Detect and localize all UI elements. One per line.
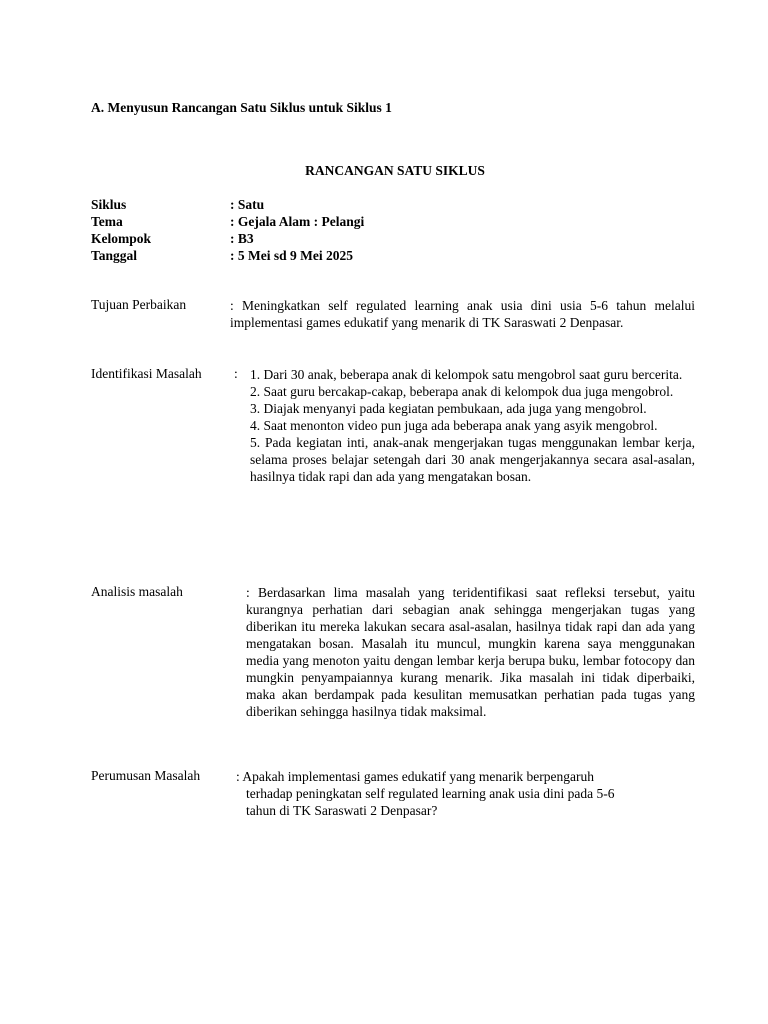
- perumusan-line-3: tahun di TK Saraswati 2 Denpasar?: [246, 803, 438, 818]
- identifikasi-item-1: 1. Dari 30 anak, beberapa anak di kelompok satu mengobrol saat guru bercerita.: [250, 367, 683, 382]
- identifikasi-list: [250, 366, 695, 485]
- meta-label-siklus: Siklus: [91, 197, 127, 212]
- tujuan-label: Tujuan Perbaikan: [91, 297, 187, 312]
- perumusan-line-1: : Apakah implementasi games edukatif yang menarik berpengaruh: [236, 769, 595, 784]
- perumusan-label: Perumusan Masalah: [91, 768, 201, 783]
- document-title: RANCANGAN SATU SIKLUS: [305, 163, 485, 178]
- identifikasi-item-2: 2. Saat guru bercakap-cakap, beberapa anak di kelompok dua juga mengobrol.: [250, 384, 674, 399]
- meta-value-siklus: : Satu: [230, 197, 265, 212]
- identifikasi-item-4: 4. Saat menonton video pun juga ada beberapa anak yang asyik mengobrol.: [250, 418, 658, 433]
- section-heading: A. Menyusun Rancangan Satu Siklus untuk Siklus 1: [91, 100, 392, 115]
- identifikasi-label: Identifikasi Masalah: [91, 366, 202, 381]
- perumusan-text: [236, 768, 696, 819]
- tujuan-text: : Meningkatkan self regulated learning anak usia dini usia 5-6 tahun melalui implementasi games edukatif yang menarik di TK Saraswati 2 Denpasar.: [230, 298, 695, 330]
- identifikasi-colon: :: [234, 366, 238, 381]
- meta-label-tanggal: Tanggal: [91, 248, 138, 263]
- analisis-text: : Berdasarkan lima masalah yang teridentifikasi saat refleksi tersebut, yaitu kurangnya perhatian dari sebagian anak sehingga mengerjakan tugas yang diberikan itu mereka lakukan secara asal-asalan, hasilnya tidak rapi dan ada yang mengatakan bosan. Masalah itu muncul, mungkin karena saya menggunakan media yang menoton yaitu dengan lembar kerja berupa buku, lembar fotocopy dan mungkin penyampaiannya kurang menarik. Jika masalah ini tidak diperbaiki, maka akan berdampak pada kesulitan memusatkan perhatian pada tugas yang diberikan sehingga hasilnya tidak maksimal.: [246, 585, 695, 719]
- meta-value-tanggal: : 5 Mei sd 9 Mei 2025: [230, 248, 353, 263]
- meta-value-tema: : Gejala Alam : Pelangi: [230, 214, 365, 229]
- analisis-label: Analisis masalah: [91, 584, 183, 599]
- meta-label-kelompok: Kelompok: [91, 231, 152, 246]
- meta-label-tema: Tema: [91, 214, 123, 229]
- perumusan-line-2: terhadap peningkatan self regulated learning anak usia dini pada 5-6: [246, 786, 615, 801]
- meta-value-kelompok: : B3: [230, 231, 254, 246]
- identifikasi-item-3: 3. Diajak menyanyi pada kegiatan pembukaan, ada juga yang mengobrol.: [250, 401, 647, 416]
- identifikasi-item-5: 5. Pada kegiatan inti, anak-anak mengerjakan tugas menggunakan lembar kerja, selama proses belajar setengah dari 30 anak mengerjakannya secara asal-asalan, hasilnya tidak rapi dan ada yang mengatakan bosan.: [250, 435, 695, 484]
